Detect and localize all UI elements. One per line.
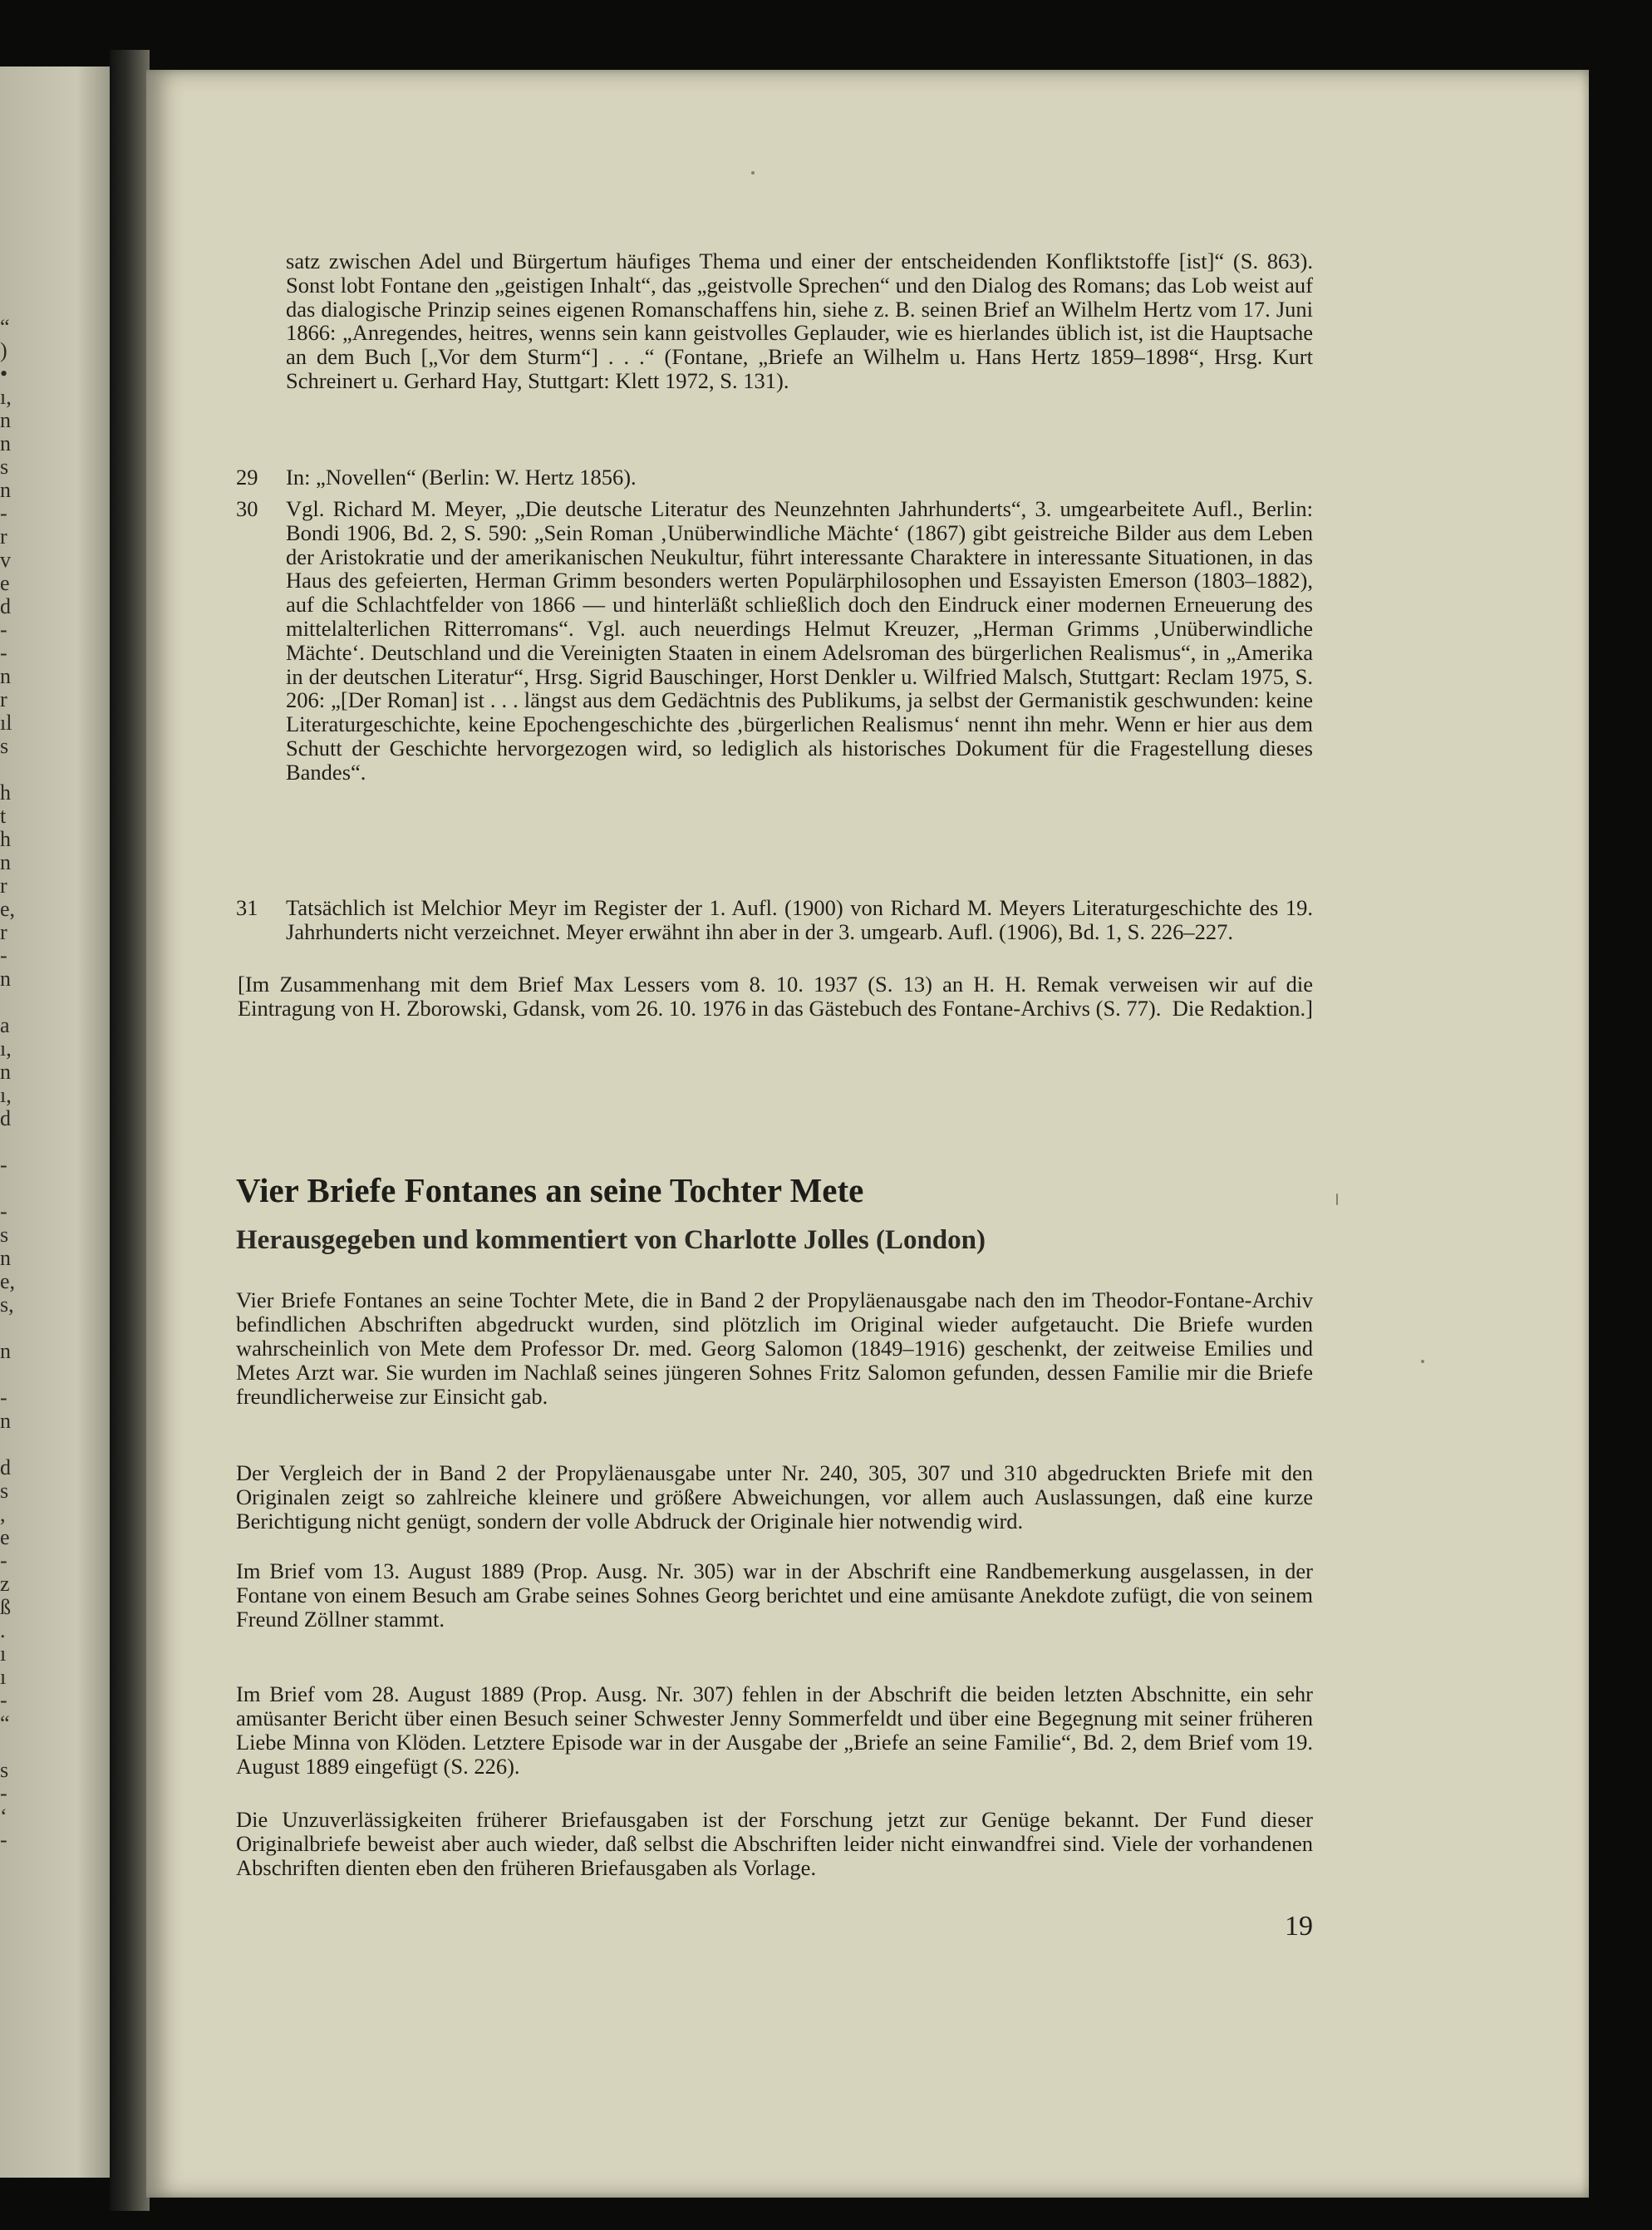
article-paragraph: Vier Briefe Fontanes an seine Tochter Mete, die in Band 2 der Propyläenausgabe nach den im Theodor-Fontane-Archiv befindlichen Abschriften abgedruckt wurden, sind plötzlich im Original wieder aufgetaucht. Die Briefe wurden wahrscheinlich von Mete dem Professor Dr. med. Georg Salomon (1849–1916) geschenkt, der zeitweise Emilies und Metes Arzt war. Sie wurden im Nachlaß seines jüngeren Sohnes Fritz Salomon gefunden, dessen Familie mir die Briefe freundlicherweise zur Einsicht gab. <box>236 1287 1313 1409</box>
page-number: 19 <box>1285 1911 1313 1942</box>
article-subtitle: Herausgegeben und kommentiert von Charlotte Jolles (London) <box>236 1225 986 1255</box>
editor-note-text: [Im Zusammenhang mit dem Brief Max Lessers vom 8. 10. 1937 (S. 13) an H. H. Remak verweisen wir auf die Eintragung von H. Zborowski, Gdansk, vom 26. 10. 1976 in das Gästebuch des Fontane-Archivs (S. 77). <box>238 972 1313 1021</box>
book-gutter <box>110 50 150 2211</box>
footnote-28-continuation: satz zwischen Adel und Bürgertum häufiges Thema und einer der entscheidenden Konfliktstoffe [ist]“ (S. 863). Sonst lobt Fontane den „geistigen Inhalt“, das „geistvolle Sprechen“ und den Dialog des Romans; das Lob weist auf das dialogische Prinzip seines eigenen Romanschaffens hin, siehe z. B. seinen Brief an Wilhelm Hertz vom 17. Juni 1866: „Anregendes, heitres, wenns sein kann geistvolles Geplauder, wie es hierlandes üblich ist, ist die Hauptsache an dem Buch [„Vor dem Sturm“] . . .“ (Fontane, „Briefe an Wilhelm u. Hans Hertz 1859–1898“, Hrsg. Kurt Schreinert u. Gerhard Hay, Stuttgart: Klett 1972, S. 131). <box>286 249 1313 393</box>
ink-speck <box>1421 1360 1424 1363</box>
footnote-number: 29 <box>236 465 258 490</box>
footnote-text: In: „Novellen“ (Berlin: W. Hertz 1856). <box>286 465 637 490</box>
footnote-29 <box>236 465 1313 490</box>
footnote-text: Tatsächlich ist Melchior Meyr im Register der 1. Aufl. (1900) von Richard M. Meyers Literaturgeschichte des 19. Jahrhunderts nicht verzeichnet. Meyer erwähnt ihn aber in der 3. umgearb. Aufl. (1906), Bd. 1, S. 226–227. <box>286 895 1313 944</box>
ink-speck <box>1336 1194 1338 1205</box>
article-paragraph: Der Vergleich der in Band 2 der Propyläenausgabe unter Nr. 240, 305, 307 und 310 abgedruckten Briefe mit den Originalen zeigt so zahlreiche kleinere und größere Abweichungen, vor allem auch Auslassungen, daß eine kurze Berichtigung nicht genügt, sondern der volle Abdruck der Originale hier notwendig wird. <box>236 1460 1313 1533</box>
article-paragraph: Die Unzuverlässigkeiten früherer Briefausgaben ist der Forschung jetzt zur Genüge bekannt. Der Fund dieser Originalbriefe beweist aber auch wieder, daß selbst die Abschriften leider nicht einwandfrei sind. Viele der vorhandenen Abschriften dienten eben den früheren Briefausgaben als Vorlage. <box>236 1807 1313 1880</box>
article-paragraph: Im Brief vom 28. August 1889 (Prop. Ausg. Nr. 307) fehlen in der Abschrift die beiden letzten Abschnitte, ein sehr amüsanter Bericht über einen Besuch seiner Schwester Jenny Sommerfeldt und über eine Begegnung mit seiner früheren Liebe Minna von Klöden. Letztere Episode war in der Ausgabe der „Briefe an seine Familie“, Bd. 2, dem Brief vom 19. August 1889 eingefügt (S. 226). <box>236 1681 1313 1779</box>
left-page-edge <box>0 66 110 2178</box>
article-title: Vier Briefe Fontanes an seine Tochter Mete <box>236 1171 864 1209</box>
footnote-number: 30 <box>236 496 258 521</box>
footnote-number: 31 <box>236 895 258 920</box>
footnote-text: Vgl. Richard M. Meyer, „Die deutsche Literatur des Neunzehnten Jahrhunderts“, 3. umgearbeitete Aufl., Berlin: Bondi 1906, Bd. 2, S. 590: „Sein Roman ‚Unüberwindliche Mächte‘ (1867) gibt geistreiche Bilder aus dem Leben der Aristokratie und der amerikanischen Neukultur, führt interessante Charaktere in interessante Situationen, in das Haus des gefeierten, Herman Grimm besonders werten Populärphilosophen und Essayisten Emerson (1803–1882), auf die Schlachtfelder von 1866 — und hinterläßt schließlich doch den Eindruck einer modernen Erneuerung des mittelalterlichen Ritterromans“. Vgl. auch neuerdings Helmut Kreuzer, „Herman Grimms ‚Unüberwindliche Mächte‘. Deutschland und die Vereinigten Staaten in einem Adelsroman des bürgerlichen Realismus“, in „Amerika in der deutschen Literatur“, Hrsg. Sigrid Bauschinger, Horst Denkler u. Wilfried Malsch, Stuttgart: Reclam 1975, S. 206: „[Der Roman] ist . . . längst aus dem Gedächtnis des Publikums, ja selbst der Germanistik geschwunden: keine Literaturgeschichte, keine Epochengeschichte des ‚bürgerlichen Realismus‘ nennt ihn mehr. Wenn er hier aus dem Schutt der Geschichte hervorgezogen wird, so lediglich als historisches Dokument für die Fragestellung dieses Bandes“. <box>286 496 1313 785</box>
footnote-30 <box>236 497 1313 785</box>
editor-note-signature: Die Redaktion.] <box>1172 995 1313 1021</box>
left-page-edge-text: “ ) • ı, n n s n - r v e d - - n r ıl s h t h n r e, r - n a ı, n ı, d - - s n e, s, n - n d s , e - z ß . ı ı - “ s - ‘ - <box>0 315 16 1852</box>
ink-speck <box>751 171 755 175</box>
editor-note <box>238 972 1313 1021</box>
article-paragraph: Im Brief vom 13. August 1889 (Prop. Ausg. Nr. 305) war in der Abschrift eine Randbemerkung ausgelassen, in der Fontane von einem Besuch am Grabe seines Sohnes Georg berichtet und eine amüsante Anekdote zufügt, die von seinem Freund Zöllner stammt. <box>236 1558 1313 1632</box>
footnote-31 <box>236 896 1313 944</box>
